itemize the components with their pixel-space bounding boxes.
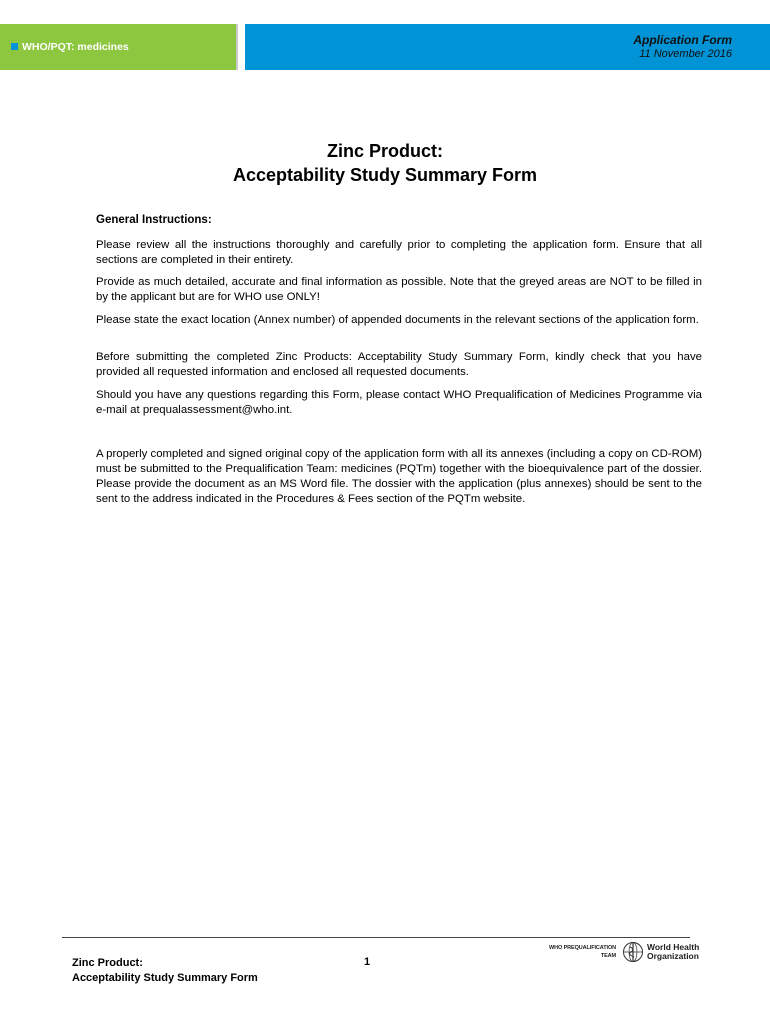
instruction-paragraph: Please review all the instructions thoroughly and carefully prior to completing the application form. Ensure that all sections are completed in their entirety. — [96, 239, 702, 266]
bullet-square-icon — [11, 43, 18, 50]
who-emblem-icon — [622, 941, 644, 963]
header-document-band — [245, 24, 770, 70]
instruction-paragraph: Before submitting the completed Zinc Products: Acceptability Study Summary Form, kindly check that you have provided all requested information and enclosed all requested documents. — [96, 351, 702, 378]
page-title-line1: Zinc Product: — [327, 141, 443, 161]
instruction-paragraph: Provide as much detailed, accurate and final information as possible. Note that the greyed areas are NOT to be filled in by the applicant but are for WHO use ONLY! — [96, 276, 702, 303]
pq-team-line2: TEAM — [600, 953, 616, 959]
page-title-line2: Acceptability Study Summary Form — [232, 165, 538, 185]
pq-team-line1: WHO PREQUALIFICATION — [549, 945, 616, 951]
submission-note: A properly completed and signed original copy of the application form with all its annexes (including a copy on CD-ROM) must be submitted to the Prequalification Team: medicines (PQTm) together with the bioequivalence part of the dossier. Please provide the document as an MS Word file. The dossier with the application (plus annexes) should be sent to the sent to the address indicated in the Procedures & Fees section of the PQTm website. — [96, 448, 702, 505]
document-type: Application Form — [633, 33, 732, 47]
footer-document-title — [72, 956, 258, 986]
page-number: 1 — [364, 956, 371, 968]
document-date: 11 November 2016 — [639, 48, 732, 60]
instruction-paragraph: Please state the exact location (Annex number) of appended documents in the relevant sections of the application form. — [96, 314, 699, 326]
instruction-paragraph: Should you have any questions regarding this Form, please contact WHO Prequalification of Medicines Programme via e-mail at prequalassessment@who.int. — [96, 389, 702, 416]
who-organization-name — [647, 943, 699, 961]
footer-title-line1: Zinc Product: — [72, 957, 143, 969]
footer-title-line2: Acceptability Study Summary Form — [72, 972, 258, 984]
org-name-line2: Organization — [647, 951, 699, 961]
general-instructions-heading: General Instructions: — [96, 214, 212, 226]
org-name-line1: World Health — [647, 942, 700, 952]
prequalification-team-label — [548, 944, 616, 960]
program-label: WHO/PQT: medicines — [22, 41, 129, 53]
footer-divider — [62, 937, 690, 938]
header-program-band — [0, 24, 238, 70]
